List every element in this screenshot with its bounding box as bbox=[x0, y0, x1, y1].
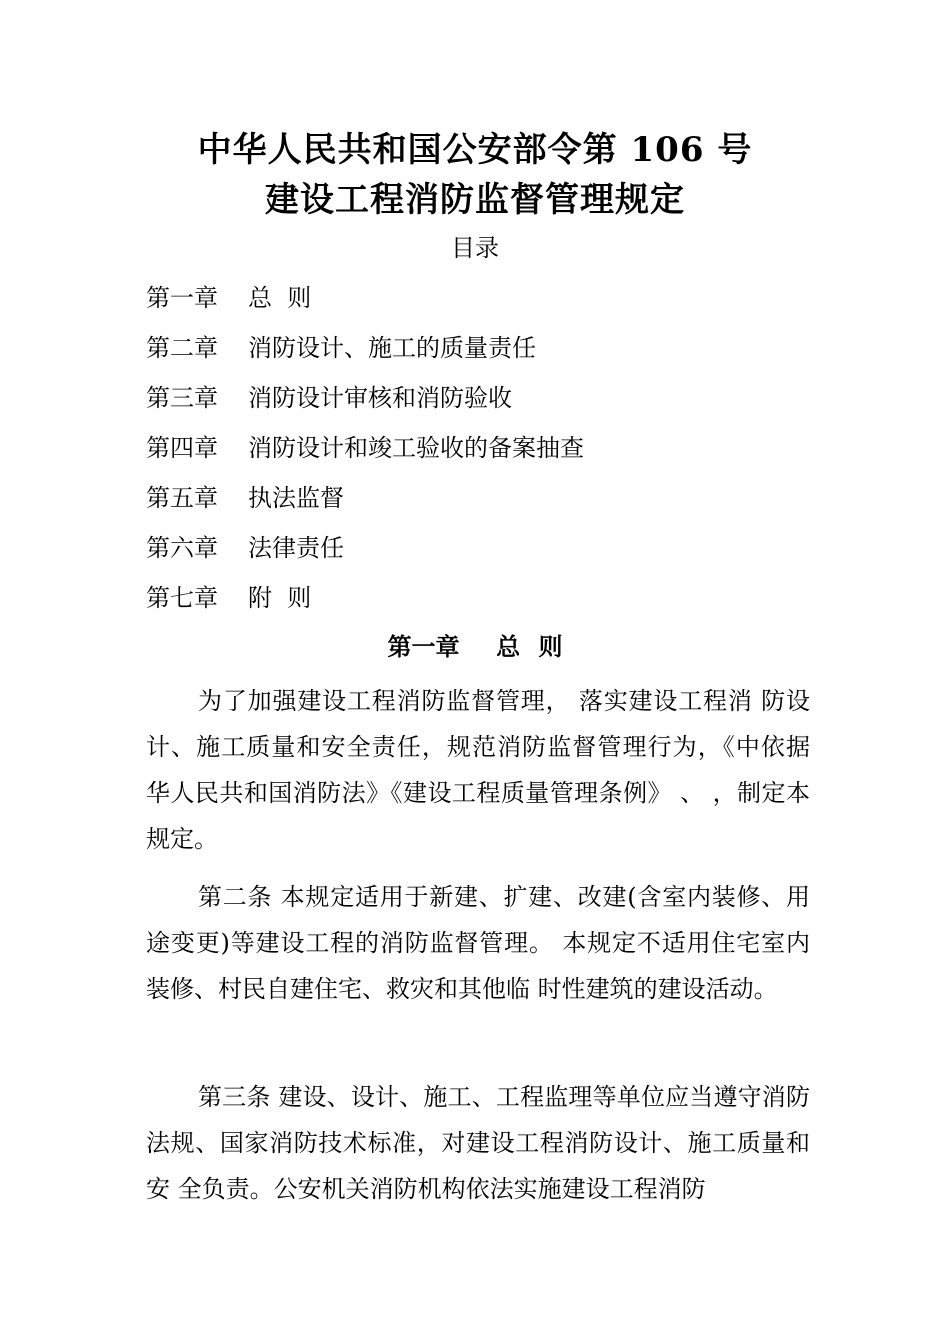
chapter-1-heading: 第一章 总 则 bbox=[387, 632, 563, 661]
toc-chapter-name: 消防设计审核和消防验收 bbox=[248, 384, 512, 412]
toc-item bbox=[146, 532, 806, 582]
toc-item bbox=[146, 432, 806, 482]
toc-item bbox=[146, 332, 806, 382]
toc-item bbox=[146, 282, 806, 332]
table-of-contents bbox=[146, 282, 806, 632]
body-paragraph-article-2: 第二条 本规定适用于新建、扩建、改建(含室内装修、用途变更)等建设工程的消防监督管理。 本规定不适用住宅室内装修、村民自建住宅、救灾和其他临 时性建筑的建设活动。 bbox=[146, 883, 810, 1003]
toc-item bbox=[146, 382, 806, 432]
toc-chapter-number: 第五章 bbox=[146, 484, 218, 512]
toc-heading: 目录 bbox=[451, 234, 499, 262]
toc-chapter-name: 执法监督 bbox=[248, 484, 344, 512]
toc-chapter-name: 消防设计、施工的质量责任 bbox=[248, 334, 536, 362]
toc-chapter-number: 第三章 bbox=[146, 384, 218, 412]
toc-chapter-name: 附 则 bbox=[248, 584, 312, 612]
toc-chapter-number: 第二章 bbox=[146, 334, 218, 362]
toc-chapter-number: 第六章 bbox=[146, 534, 218, 562]
document-title-regulation-name: 建设工程消防监督管理规定 bbox=[265, 180, 685, 220]
toc-chapter-name: 总 则 bbox=[248, 284, 312, 312]
toc-chapter-number: 第七章 bbox=[146, 584, 218, 612]
toc-item bbox=[146, 582, 806, 632]
body-paragraph-preamble: 为了加强建设工程消防监督管理， 落实建设工程消 防设计、施工质量和安全责任，规范消防监督管理行为，《中依据 华人民共和国消防法》《建设工程质量管理条例》 、 ，制定本规定。 bbox=[146, 687, 810, 853]
toc-item bbox=[146, 482, 806, 532]
toc-chapter-name: 法律责任 bbox=[248, 534, 344, 562]
toc-chapter-number: 第一章 bbox=[146, 284, 218, 312]
toc-chapter-number: 第四章 bbox=[146, 434, 218, 462]
document-title-order-number: 中华人民共和国公安部令第 106 号 bbox=[197, 130, 753, 170]
toc-chapter-name: 消防设计和竣工验收的备案抽查 bbox=[248, 434, 584, 462]
body-paragraph-article-3: 第三条 建设、设计、施工、工程监理等单位应当遵守消防 法规、国家消防技术标准，对建设工程消防设计、施工质量和安 全负责。公安机关消防机构依法实施建设工程消防 bbox=[146, 1083, 810, 1203]
